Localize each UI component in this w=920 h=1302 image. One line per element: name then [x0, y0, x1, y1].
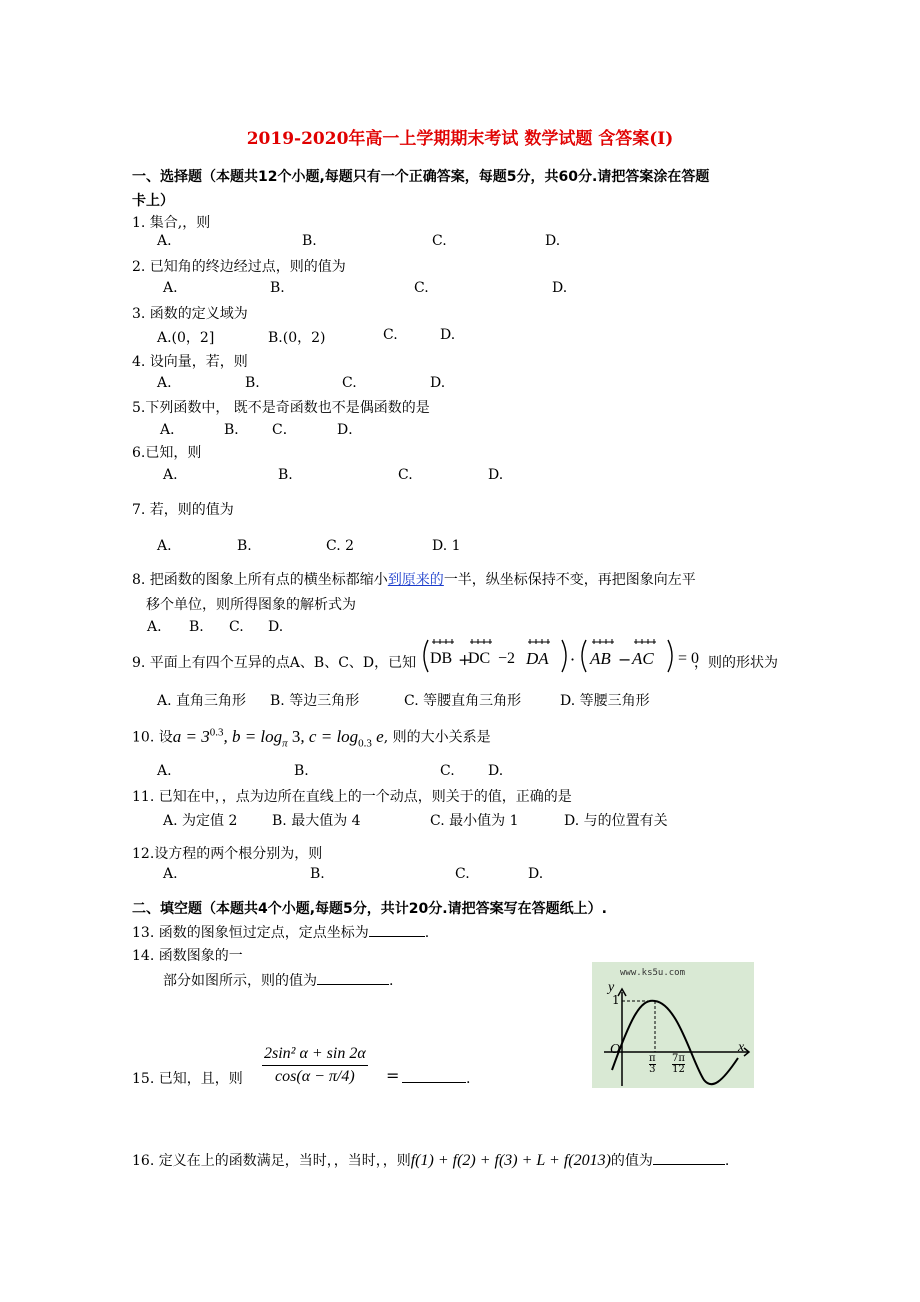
- tick2-den: 12: [672, 1064, 685, 1075]
- q16-stem: [132, 1150, 729, 1170]
- q8-option-c: C.: [229, 619, 244, 635]
- q6-option-a: A.: [163, 467, 178, 483]
- q9-option-b: B. 等边三角形: [270, 693, 360, 709]
- figure-origin: O: [610, 1042, 621, 1057]
- figure-watermark: www.ks5u.com: [620, 968, 686, 978]
- q15-answer-blank[interactable]: [402, 1068, 466, 1083]
- q2-option-b: B.: [270, 280, 285, 296]
- q10-stem-after: , 则的大小关系是: [383, 729, 491, 746]
- q15-equals: =: [386, 1066, 400, 1085]
- q8-stem-after: 一半，纵坐标保持不变，再把图象向左平: [443, 572, 696, 588]
- q8-option-b: B.: [189, 619, 204, 635]
- q10-b-log: , b = log: [223, 726, 283, 746]
- q14-end: .: [389, 973, 394, 989]
- q10-c-base: 0.3: [358, 737, 372, 750]
- q5-option-a: A．: [160, 422, 185, 438]
- q7-option-a: A.: [157, 538, 172, 554]
- q5-option-d: D．: [337, 422, 363, 438]
- q9-stem-after: ，则的形状为: [694, 655, 778, 671]
- q8-stem-line2: 移个单位，则所得图象的解析式为: [146, 597, 356, 613]
- q15-end: .: [466, 1071, 471, 1087]
- q9-vec-db: DB: [430, 650, 453, 667]
- q3-stem: 3. 函数的定义域为: [132, 306, 248, 322]
- q8-option-d: D.: [268, 619, 284, 635]
- figure-tick-7pi-12: [672, 1054, 685, 1075]
- figure-y-label: y: [608, 980, 615, 995]
- q8-stem: [132, 569, 696, 589]
- q7-stem: 7. 若，则的值为: [132, 502, 234, 518]
- q14-stem-line2: [163, 970, 393, 990]
- q11-stem: 11. 已知在中，，点为边所在直线上的一个动点，则关于的值，正确的是: [132, 789, 572, 805]
- q11-option-b: B. 最大值为 4: [272, 813, 361, 829]
- q8-hyperlink[interactable]: 到原来的: [387, 572, 444, 588]
- q12-stem: 12.设方程的两个根分别为，则: [132, 846, 323, 862]
- q1-option-c: C.: [432, 233, 447, 249]
- q3-option-d: D.: [440, 327, 456, 343]
- q7-option-d: D. 1: [432, 538, 461, 554]
- q2-option-d: D.: [552, 280, 568, 296]
- q13-answer-blank[interactable]: [369, 922, 425, 937]
- q13-stem-text: 13. 函数的图象恒过定点，定点坐标为: [132, 925, 369, 941]
- q11-option-c: C. 最小值为 1: [430, 813, 519, 829]
- q3-option-a: A.(0，2]: [157, 330, 215, 346]
- q1-stem: 1. 集合,，则: [132, 215, 211, 231]
- q15-denominator: cos(α − π/4): [275, 1068, 355, 1085]
- q9-vec-da: DA: [526, 649, 549, 668]
- q9-option-c: C. 等腰直角三角形: [404, 693, 522, 709]
- tick2-num: 7π: [672, 1053, 685, 1064]
- q10-a-expr: [172, 726, 384, 750]
- q14-stem-line1: 14. 函数图象的一: [132, 948, 243, 964]
- figure-tick-pi-3: [649, 1054, 656, 1075]
- q9-minus-2: −2: [498, 650, 516, 667]
- q15-fraction-body: [262, 1045, 368, 1086]
- q9-stem-before: 9. 平面上有四个互异的点A、B、C、D，已知: [132, 655, 417, 671]
- q10-stem-before: 10. 设: [132, 729, 173, 746]
- q9-plus: +: [458, 650, 472, 669]
- q3-option-c: C.: [383, 327, 398, 343]
- q9-option-d: D. 等腰三角形: [560, 693, 650, 709]
- q16-end: .: [724, 1153, 730, 1169]
- q4-option-c: C.: [342, 375, 357, 391]
- q9-dot: ·: [570, 650, 576, 669]
- q8-stem-before: 8. 把函数的图象上所有点的横坐标都缩小: [132, 572, 388, 588]
- q6-option-d: D.: [488, 467, 504, 483]
- q13-stem: [132, 922, 429, 942]
- q13-end: .: [424, 925, 430, 941]
- q6-option-b: B.: [278, 467, 293, 483]
- q11-option-d: D. 与的位置有关: [564, 813, 668, 829]
- q11-option-a: A. 为定值 2: [163, 813, 238, 829]
- q2-option-a: A.: [163, 280, 178, 296]
- section2-header: 二、填空题（本题共4个小题,每题5分，共计20分.请把答案写在答题纸上）.: [132, 901, 607, 917]
- q10-option-b: B.: [294, 763, 309, 779]
- q16-answer-blank[interactable]: [653, 1150, 725, 1165]
- q1-option-a: A.: [157, 233, 172, 249]
- q10-option-a: A.: [157, 763, 172, 779]
- q5-option-b: B．: [224, 422, 249, 438]
- q7-option-c: C. 2: [326, 538, 355, 554]
- q14-answer-blank[interactable]: [317, 970, 389, 985]
- q12-option-d: D.: [528, 866, 544, 882]
- figure-one: 1: [612, 993, 620, 1007]
- q2-stem: 2. 已知角的终边经过点，则的值为: [132, 259, 346, 275]
- q4-option-a: A.: [157, 375, 172, 391]
- q9-option-a: A. 直角三角形: [157, 693, 247, 709]
- q12-option-a: A.: [163, 866, 178, 882]
- q7-option-b: B.: [237, 538, 252, 554]
- q10-option-c: C.: [440, 763, 455, 779]
- q10-c-arg: e: [371, 726, 384, 746]
- q14-figure: [592, 962, 754, 1088]
- q1-option-b: B.: [302, 233, 317, 249]
- figure-x-label: x: [738, 1040, 745, 1055]
- q3-option-b: B.(0，2): [268, 330, 326, 346]
- q6-option-c: C.: [398, 467, 413, 483]
- q10-option-d: D.: [488, 763, 504, 779]
- q6-stem: 6.已知，则: [132, 445, 202, 461]
- section1-header: 一、选择题（本题共12个小题,每题只有一个正确答案，每题5分，共60分.请把答案涂在答题: [132, 169, 710, 185]
- q9-vec-ac: AC: [632, 649, 654, 668]
- tick1-den: 3: [649, 1064, 656, 1075]
- q10-b-base: π: [282, 737, 288, 750]
- q9-vec-ab: AB: [590, 649, 611, 668]
- q9-vector-expression: [420, 636, 710, 676]
- q5-option-c: C．: [272, 422, 297, 438]
- q4-stem: 4. 设向量，若，则: [132, 354, 248, 370]
- q10-stem: [132, 726, 491, 749]
- q9-minus: −: [618, 650, 632, 669]
- q9-vec-dc: DC: [468, 650, 491, 667]
- q14-stem-text: 部分如图所示，则的值为: [163, 973, 317, 989]
- q15-fraction: [262, 1045, 368, 1086]
- q10-c-log: , c = log: [300, 726, 359, 746]
- q15-answer: [402, 1068, 470, 1087]
- q12-option-c: C.: [455, 866, 470, 882]
- q10-b-arg: 3: [287, 726, 301, 746]
- q16-stem-after: 的值为: [610, 1153, 653, 1169]
- q10-a-exponent: 0.3: [209, 726, 224, 738]
- q16-expression: f(1) + f(2) + f(3) + L + f(2013): [410, 1152, 611, 1169]
- tick1-num: π: [649, 1053, 656, 1064]
- q16-stem-text: 16. 定义在上的函数满足，当时，，当时，，则: [132, 1153, 411, 1169]
- q15-numerator: 2sin² α + sin 2α: [262, 1045, 368, 1066]
- q2-option-c: C.: [414, 280, 429, 296]
- q4-option-d: D.: [430, 375, 446, 391]
- q4-option-b: B.: [245, 375, 260, 391]
- q1-option-d: D.: [545, 233, 561, 249]
- q15-stem: 15. 已知，且，则: [132, 1071, 243, 1087]
- q5-stem: 5.下列函数中， 既不是奇函数也不是偶函数的是: [132, 400, 430, 416]
- q8-option-a: A.: [147, 619, 162, 635]
- q10-a-base: a = 3: [172, 726, 210, 746]
- q12-option-b: B.: [310, 866, 325, 882]
- q9-eq-zero: = 0: [678, 650, 700, 667]
- section1-header-cont: 卡上）: [132, 193, 174, 209]
- page-title: 2019-2020年高一上学期期末考试 数学试题 含答案(I): [246, 129, 674, 149]
